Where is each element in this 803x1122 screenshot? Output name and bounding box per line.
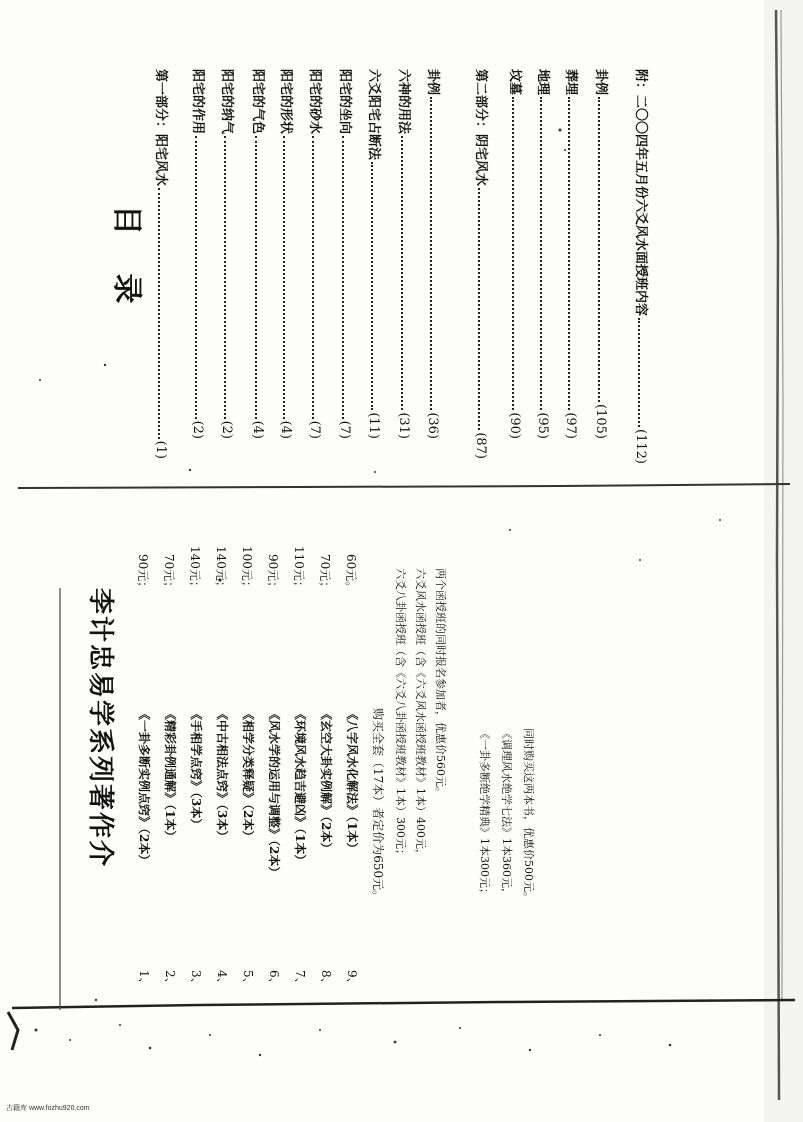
bottom-scan-edge <box>12 1000 795 1008</box>
toc-entry <box>276 69 294 439</box>
toc-entry <box>217 69 235 439</box>
toc-leader <box>371 162 373 410</box>
toc-leader <box>430 97 432 410</box>
toc-leader <box>512 97 514 410</box>
toc-leader <box>638 318 640 427</box>
toc-leader <box>312 136 314 419</box>
toc-entry-page: (4) <box>250 420 265 439</box>
toc-entry <box>561 69 579 439</box>
book-number: 9、 <box>345 970 359 990</box>
toc-entry-page: (97) <box>563 412 578 439</box>
book-number: 1、 <box>137 970 151 990</box>
book-number: 5、 <box>241 970 255 990</box>
toc-entry-page: (7) <box>307 420 322 439</box>
full-set-offer: 购买全套（17本）者定价为650元。 <box>371 708 385 903</box>
class-offer-line: 两个函授班的同时报名参加者，优惠价560元。 <box>434 568 447 798</box>
toc-leader <box>195 136 197 419</box>
book-title: 《相学分类释疑》（2本） <box>241 708 255 843</box>
toc-entry-label: 阳宅的坐向 <box>337 69 352 135</box>
book-title: 《一卦多断实例点窍》（2本） <box>137 708 151 867</box>
toc-entry-page: (7) <box>337 420 352 439</box>
toc-entry-page: (87) <box>473 432 488 459</box>
toc-entry-label: 坟墓 <box>507 69 522 96</box>
toc-entry <box>394 69 412 439</box>
toc-entry-page: (2) <box>190 420 205 439</box>
toc-leader <box>224 136 226 419</box>
toc-entry-page: (4) <box>278 420 293 439</box>
toc-entry-label: 第二部分：阴宅风水 <box>473 69 488 187</box>
toc-entry <box>364 69 382 439</box>
toc-title-box <box>104 205 144 318</box>
class-offer-line: 六爻风水函授班（含《六爻风水函授班教材》1本）400元， <box>414 568 427 860</box>
toc-entry-label: 阳宅的形状 <box>278 69 293 135</box>
toc-entry-page: (1) <box>153 440 168 459</box>
page-fold <box>18 484 790 488</box>
book-number: 4、 <box>215 970 229 990</box>
toc-entry <box>305 69 323 439</box>
toc-entry-label: 阳宅的作用 <box>190 69 205 135</box>
toc-entry-label: 葬埋 <box>563 69 578 96</box>
toc-leader <box>342 136 344 419</box>
book-number: 6、 <box>267 970 281 990</box>
book-price: 60元。 <box>344 554 358 594</box>
right-scan-shadow <box>764 0 803 1122</box>
toc-leader <box>568 97 570 410</box>
book-title: 《环境风水趋吉避凶》（1本） <box>293 708 307 867</box>
toc-entry-label: 六神的用法 <box>396 69 411 135</box>
toc-title: 目 录 <box>109 205 144 318</box>
toc-leader <box>478 188 480 430</box>
toc-entry <box>188 69 206 439</box>
book-title: 《玄空大卦实例解》（2本） <box>319 708 333 855</box>
other-book-line: 同时购买这两本书，优惠价500元。 <box>522 728 535 903</box>
toc-entry <box>248 69 266 439</box>
toc-entry-page: (112) <box>633 429 648 464</box>
book-price: 110元； <box>292 546 306 593</box>
booklist-title: 李计忠易学系列著作介 <box>85 588 115 869</box>
book-number: 7、 <box>293 970 307 990</box>
booklist-title-box <box>78 588 118 888</box>
toc-entry-label: 六爻阳宅占断法 <box>366 69 381 161</box>
book-number: 3、 <box>189 970 203 990</box>
book-price: 90元； <box>136 554 150 594</box>
toc-entry <box>631 69 649 464</box>
toc-entry-page: (11) <box>366 412 381 439</box>
book-price: 100元； <box>240 546 254 593</box>
book-price: 90元； <box>266 554 280 594</box>
toc-entry-label: 阳宅的纳气 <box>219 69 234 135</box>
toc-entry-label: 第一部分：阳宅风水 <box>153 69 168 187</box>
toc-entry-label: 地理 <box>535 69 550 96</box>
toc-entry-page: (31) <box>396 412 411 439</box>
book-title: 《八字风水化解法》（1本） <box>345 708 359 855</box>
toc-entry-page: (2) <box>219 420 234 439</box>
toc-entry-page: (36) <box>425 412 440 439</box>
toc-entry-label: 附：二〇〇四年五月份六爻风水面授班内容 <box>633 69 648 317</box>
other-book-line: 《一卦多断绝学精典》1本300元； <box>478 728 491 899</box>
toc-entry <box>533 69 551 439</box>
toc-entry-page: (95) <box>535 412 550 439</box>
book-number: 8、 <box>319 970 333 990</box>
book-title: 《风水学的运用与调整》（2本） <box>267 708 281 879</box>
toc-leader <box>401 136 403 410</box>
book-number: 2、 <box>163 970 177 990</box>
toc-entry-label: 卦例 <box>425 69 440 96</box>
book-price: 140元； <box>188 546 202 593</box>
toc-leader <box>283 136 285 419</box>
toc-entry-page: (90) <box>507 412 522 439</box>
book-title: 《精彩卦例通解》（1本） <box>163 708 177 843</box>
toc-entry <box>505 69 523 439</box>
other-book-line: 《调理风水绝学七法》1本360元， <box>500 728 513 899</box>
toc-entry-page: (105) <box>593 404 608 439</box>
book-price: 140元； <box>214 546 228 593</box>
toc-entry-label: 阳宅的气色 <box>250 69 265 135</box>
toc-entry <box>335 69 353 439</box>
book-title: 《中古相法点窍》（3本） <box>215 708 229 843</box>
toc-entry <box>423 69 441 439</box>
toc-leader <box>158 188 160 439</box>
toc-entry-label: 阳宅的砂水 <box>307 69 322 135</box>
toc-leader <box>540 97 542 410</box>
book-title: 《手相学点窍》（3本） <box>189 708 203 831</box>
toc-leader <box>598 97 600 402</box>
toc-entry <box>471 69 489 459</box>
toc-leader <box>255 136 257 419</box>
toc-entry <box>591 69 609 439</box>
site-watermark: 古籍库 www.fozhu920.com <box>6 1105 90 1112</box>
class-offer-line: 六爻八卦函授班（含《六爻八卦函授班教材》1本）300元； <box>394 568 407 860</box>
book-price: 70元； <box>318 554 332 594</box>
toc-entry <box>151 69 169 459</box>
toc-entry-label: 卦例 <box>593 69 608 96</box>
book-price: 70元； <box>162 554 176 594</box>
binding-mark <box>8 1012 18 1050</box>
